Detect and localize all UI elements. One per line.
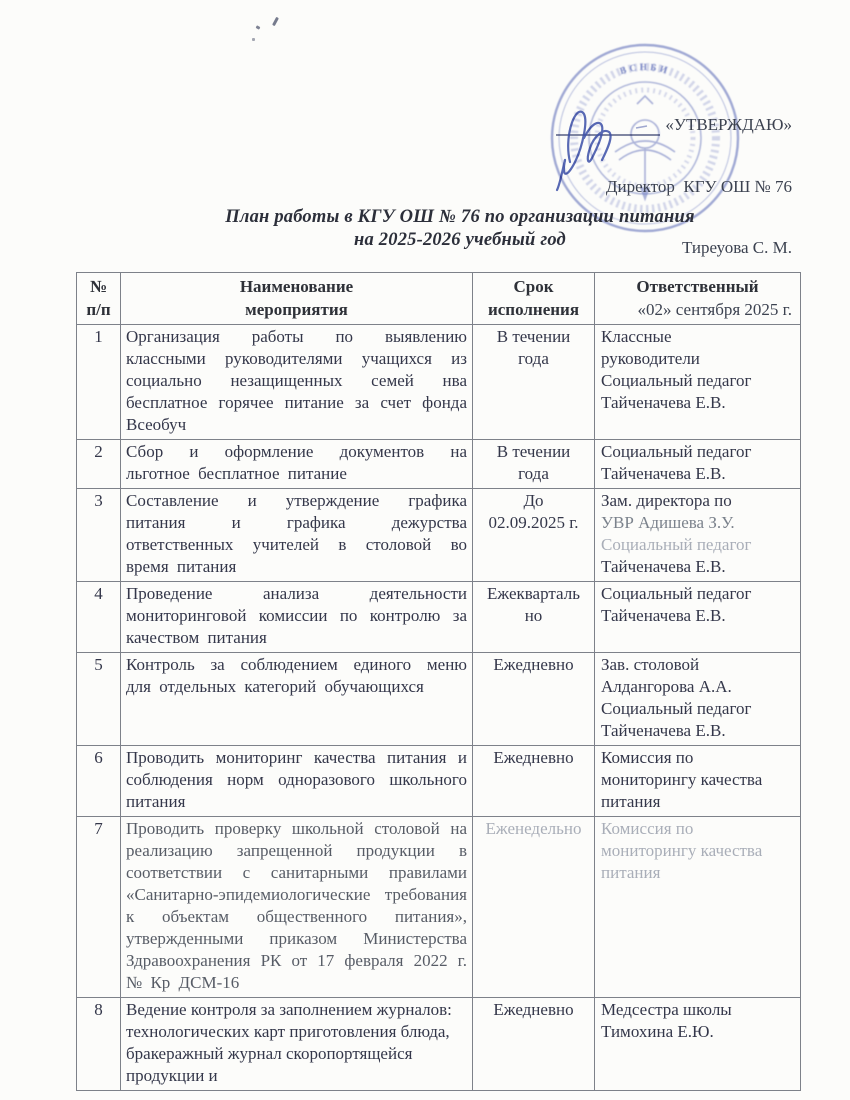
table-row: [77, 817, 801, 998]
cell-activity: Контроль за соблюдением единого меню для отдельных категорий обучающихся: [121, 653, 473, 746]
column-header: Срок исполнения: [473, 273, 595, 325]
cell-term: До 02.09.2025 г.: [473, 489, 595, 582]
cell-term: Ежедневно: [473, 653, 595, 746]
column-header: Наименование мероприятия: [121, 273, 473, 325]
table-row: [77, 582, 801, 653]
cell-activity: Ведение контроля за заполнением журналов: технологических карт приготовления блюда, бракеражный журнал скоропортящейся продукции и: [121, 998, 473, 1091]
cell-activity: Организация работы по выявлению классными руководителями учащихся из социально незащищенных семей нва бесплатное горячее питание за счет фонда Всеобуч: [121, 325, 473, 440]
scan-speck: [256, 25, 261, 30]
plan-table-body: [77, 325, 801, 1091]
title-line-1: План работы в КГУ ОШ № 76 по организации питания: [225, 207, 695, 227]
table-row: [77, 998, 801, 1091]
cell-row-number: 7: [77, 817, 121, 998]
cell-activity: Проводить мониторинг качества питания и соблюдения норм одноразового школьного питания: [121, 746, 473, 817]
cell-activity: Составление и утверждение графика питания и графика дежурства ответственных учителей в столовой во время питания: [121, 489, 473, 582]
cell-responsible: Комиссия по мониторингу качества питания: [595, 817, 801, 998]
cell-term: В течении года: [473, 325, 595, 440]
cell-responsible: Социальный педагог Тайченачева Е.В.: [595, 582, 801, 653]
cell-row-number: 4: [77, 582, 121, 653]
cell-responsible: Социальный педагог Тайченачева Е.В.: [595, 440, 801, 489]
cell-row-number: 5: [77, 653, 121, 746]
approval-block: [606, 74, 792, 361]
table-row: [77, 653, 801, 746]
cell-responsible: Комиссия по мониторингу качества питания: [595, 746, 801, 817]
plan-table: [76, 272, 801, 1091]
cell-activity: Сбор и оформление документов на льготное бесплатное питание: [121, 440, 473, 489]
cell-responsible: Медсестра школы Тимохина Е.Ю.: [595, 998, 801, 1091]
cell-row-number: 2: [77, 440, 121, 489]
cell-activity: Проведение анализа деятельности мониторинговой комиссии по контролю за качеством питания: [121, 582, 473, 653]
column-header: Ответственный: [595, 273, 801, 325]
cell-responsible: Зам. директора по УВР Адишева З.У. Социальный педагог Тайченачева Е.В.: [595, 489, 801, 582]
cell-responsible: Зав. столовой Алдангорова А.А. Социальный педагог Тайченачева Е.В.: [595, 653, 801, 746]
cell-responsible: Классные руководители Социальный педагог Тайченачева Е.В.: [595, 325, 801, 440]
table-row: [77, 489, 801, 582]
cell-activity: Проводить проверку школьной столовой на реализацию запрещенной продукции в соответствии с санитарными правилами «Санитарно-эпидемиологические требования к объектам общественного питания», утвержденными приказом Министерства Здравоохранения РК от 17 февраля 2022 г. № Кр ДСМ-16: [121, 817, 473, 998]
cell-term: Ежекварталь но: [473, 582, 595, 653]
cell-row-number: 8: [77, 998, 121, 1091]
scan-speck: [252, 38, 255, 41]
director-line: Директор КГУ ОШ № 76: [605, 176, 792, 196]
cell-term: В течении года: [473, 440, 595, 489]
cell-row-number: 3: [77, 489, 121, 582]
column-header: № п/п: [77, 273, 121, 325]
cell-row-number: 1: [77, 325, 121, 440]
approval-date: «02» сентября 2025 г.: [637, 299, 792, 319]
table-row: [77, 746, 801, 817]
scan-speck: [272, 17, 279, 26]
signature-name-line: Тиреуова С. М.: [681, 238, 792, 257]
table-row: [77, 440, 801, 489]
cell-term: Ежедневно: [473, 746, 595, 817]
cell-term: Еженедельно: [473, 817, 595, 998]
title-line-2: на 2025-2026 учебный год: [354, 230, 566, 250]
cell-row-number: 6: [77, 746, 121, 817]
stamp-rim-text: ВСНБИ: [618, 62, 672, 78]
cell-term: Ежедневно: [473, 998, 595, 1091]
approval-word: «УТВЕРЖДАЮ»: [665, 115, 792, 134]
